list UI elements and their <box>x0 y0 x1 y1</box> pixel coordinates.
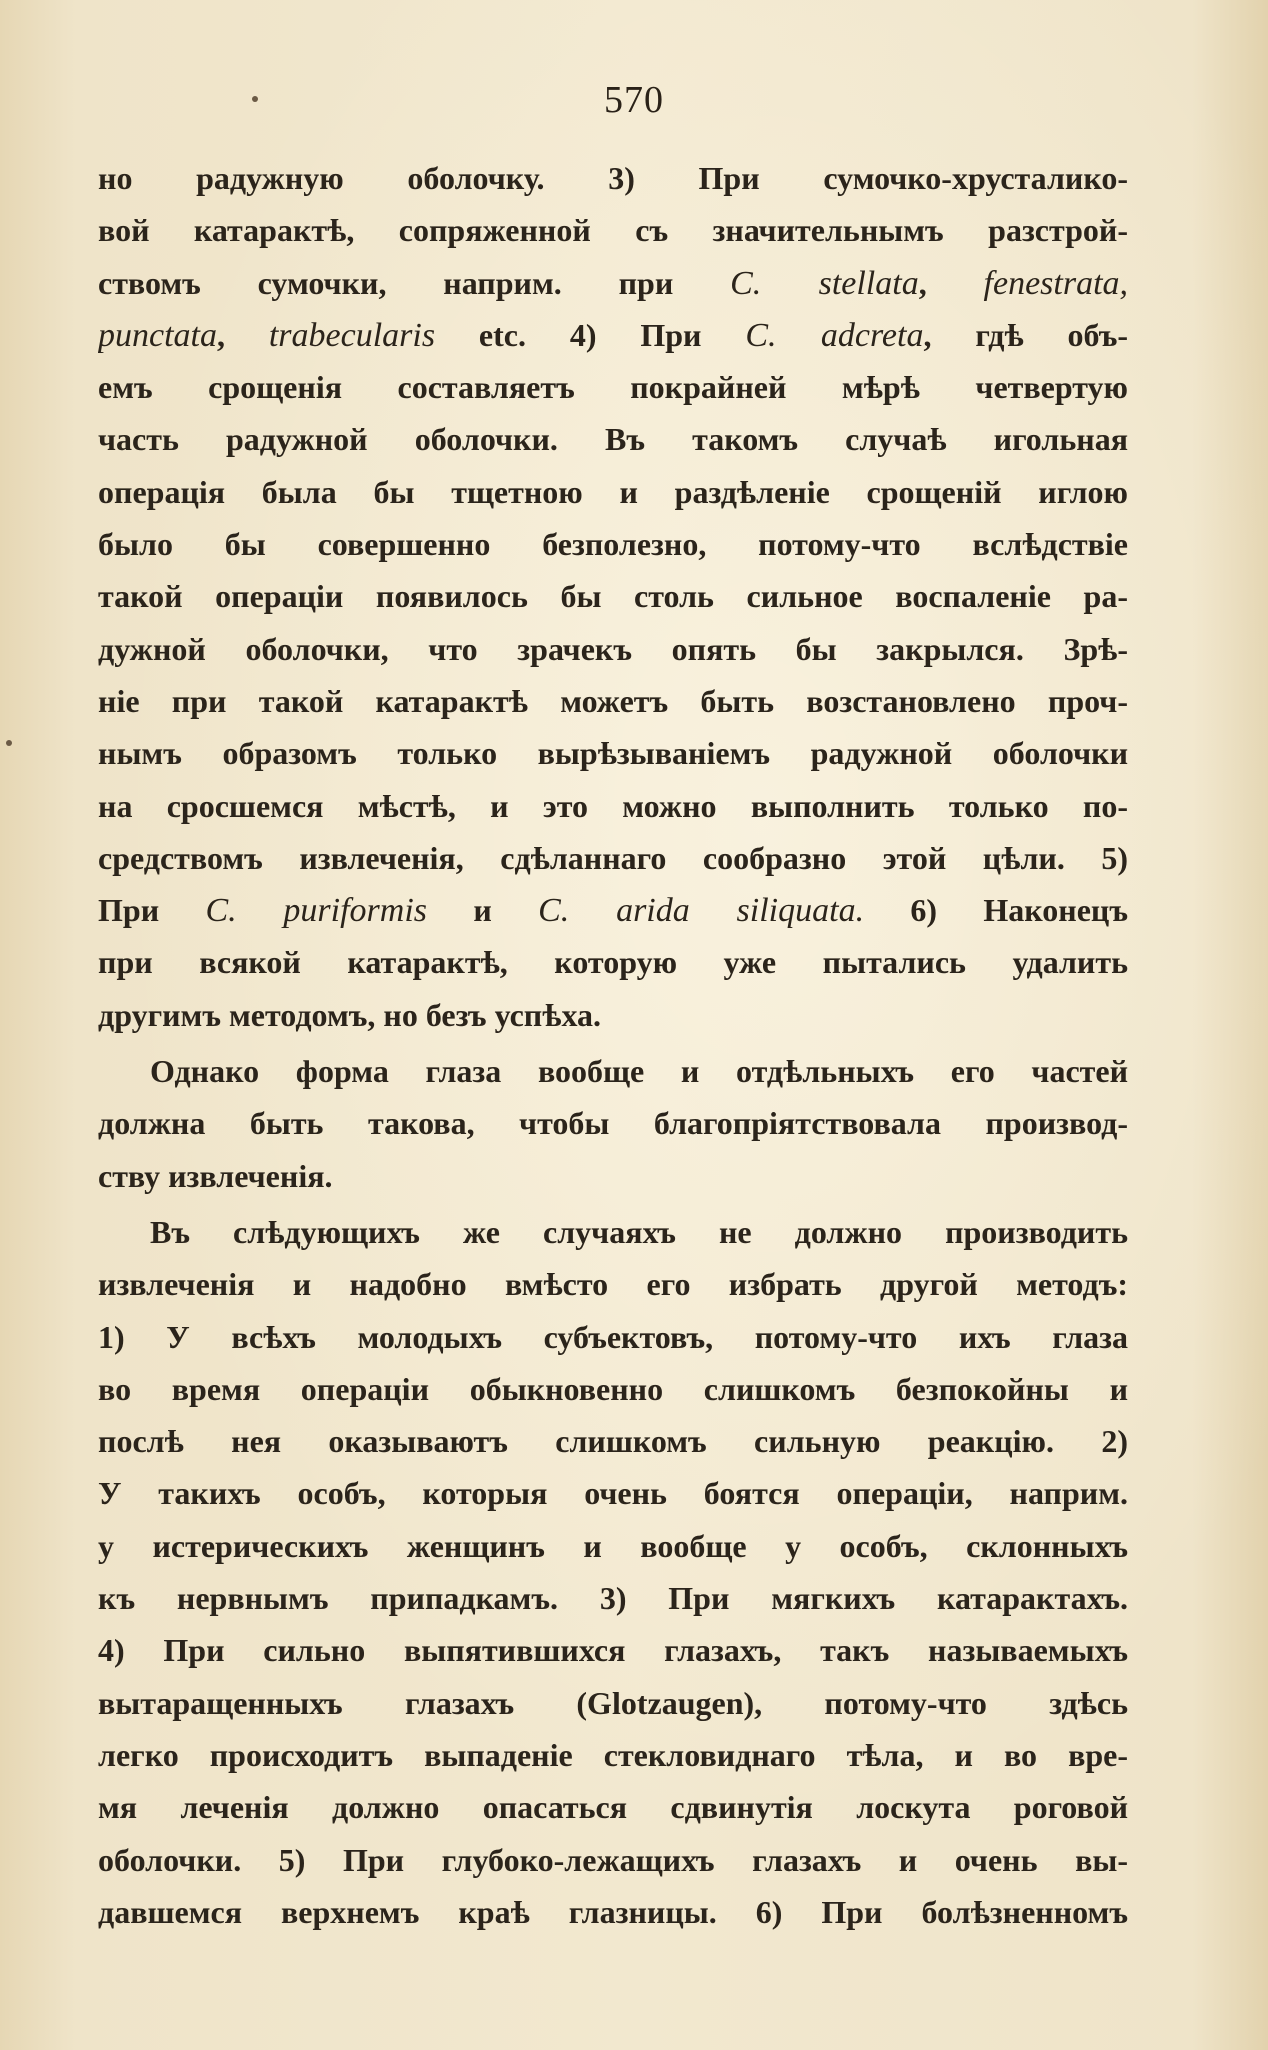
text-line: но радужную оболочку. 3) При сумочко-хрусталико- <box>98 160 1128 196</box>
latin-term: C. adcreta <box>745 316 924 354</box>
text-line: при всякой катарактѣ, которую уже пытались удалить <box>98 944 1128 981</box>
text-line: послѣ нея оказываютъ слишкомъ сильную реакцію. 2) <box>98 1423 1128 1460</box>
text-line: емъ срощенія составляетъ покрайней мѣрѣ четвертую <box>98 369 1128 406</box>
paragraph-1 <box>98 152 1128 1041</box>
text-line: дужной оболочки, что зрачекъ опять бы закрылся. Зрѣ- <box>98 630 1128 667</box>
text-run: и <box>427 892 539 929</box>
text-run: , гдѣ объ- <box>923 316 1128 353</box>
page-number: 570 <box>604 79 664 121</box>
text-line: ніе при такой катарактѣ можетъ быть возстановлено проч- <box>98 682 1128 719</box>
latin-term: fenestrata, <box>983 264 1128 302</box>
text-run: 6) Наконецъ <box>864 892 1128 929</box>
paragraph-3 <box>98 1206 1128 1938</box>
page-text <box>98 152 1128 1938</box>
text-line: должна быть такова, чтобы благопріятствовала производ- <box>98 1105 1128 1142</box>
text-run: ствомъ сумочки, наприм. при <box>98 264 731 301</box>
latin-term: C. stellata <box>730 264 919 302</box>
text-run: При <box>98 892 206 929</box>
text-run: , <box>918 264 984 301</box>
text-line: 4) При сильно выпятившихся глазахъ, такъ называемыхъ <box>98 1632 1128 1669</box>
text-run: etc. 4) При <box>435 316 746 353</box>
text-line: на сросшемся мѣстѣ, и это можно выполнить только по- <box>98 787 1128 824</box>
text-line: средствомъ извлеченія, сдѣланнаго сообразно этой цѣли. 5) <box>98 839 1128 876</box>
latin-term: C. puriformis <box>205 892 428 930</box>
text-line: легко происходитъ выпаденіе стекловиднаго тѣла, и во вре- <box>98 1736 1128 1773</box>
text-line: часть радужной оболочки. Въ такомъ случаѣ игольная <box>98 421 1128 458</box>
text-line: такой операціи появилось бы столь сильное воспаленіе ра- <box>98 578 1128 615</box>
text-line: ству извлеченія. <box>98 1157 333 1194</box>
text-line: извлеченія и надобно вмѣсто его избрать другой методъ: <box>98 1266 1128 1303</box>
text-line: у истерическихъ женщинъ и вообще у особъ, склонныхъ <box>98 1527 1128 1564</box>
text-line: къ нервнымъ припадкамъ. 3) При мягкихъ катарактахъ. <box>98 1580 1128 1617</box>
paragraph-2 <box>98 1045 1128 1202</box>
text-line: операція была бы тщетною и раздѣленіе срощеній иглою <box>98 473 1128 510</box>
text-line <box>98 309 1128 361</box>
latin-term: C. arida siliquata. <box>538 892 865 930</box>
text-line: вытаращенныхъ глазахъ (Glotzaugen), потому-что здѣсь <box>98 1684 1128 1721</box>
text-line <box>98 257 1128 309</box>
text-line: 1) У всѣхъ молодыхъ субъектовъ, потому-что ихъ глаза <box>98 1318 1128 1355</box>
text-line: Въ слѣдующихъ же случаяхъ не должно производить <box>150 1213 1128 1250</box>
text-line: мя леченія должно опасаться сдвинутія лоскута роговой <box>98 1789 1128 1826</box>
text-run: , <box>216 316 269 353</box>
text-line: Однако форма глаза вообще и отдѣльныхъ его частей <box>150 1053 1128 1090</box>
text-line: во время операціи обыкновенно слишкомъ безпокойны и <box>98 1370 1128 1407</box>
text-line: вой катарактѣ, сопряженной съ значительнымъ разстрой- <box>98 212 1128 249</box>
text-line: было бы совершенно безполезно, потому-что вслѣдствіе <box>98 526 1128 563</box>
latin-term: trabecularis <box>268 316 436 354</box>
text-line: оболочки. 5) При глубоко-лежащихъ глазахъ и очень вы- <box>98 1841 1128 1878</box>
text-line: давшемся верхнемъ краѣ глазницы. 6) При болѣзненномъ <box>98 1893 1128 1930</box>
text-line <box>98 884 1128 936</box>
text-line: другимъ методомъ, но безъ успѣха. <box>98 996 602 1033</box>
latin-term: punctata <box>98 316 217 354</box>
text-line: нымъ образомъ только вырѣзываніемъ радужной оболочки <box>98 735 1128 772</box>
text-line: У такихъ особъ, которыя очень боятся операціи, наприм. <box>98 1475 1128 1512</box>
page-speck <box>6 740 12 746</box>
